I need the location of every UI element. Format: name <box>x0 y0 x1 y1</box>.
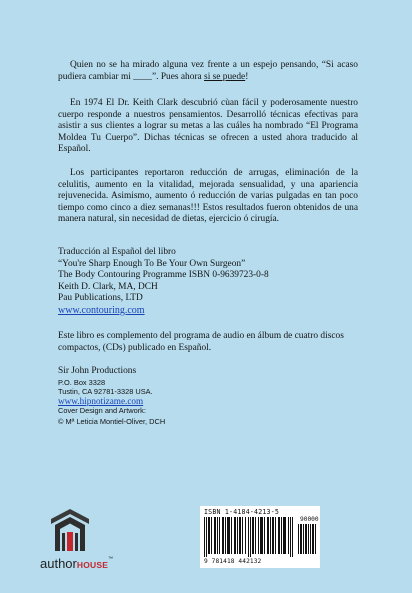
publisher-name: Pau Publications, LTD <box>58 293 143 304</box>
authorhouse-wordmark <box>40 556 113 571</box>
isbn-barcode <box>200 506 320 568</box>
addon-bars-icon <box>298 524 318 554</box>
publisher-box: P.O. Box 3328 <box>58 377 106 387</box>
translation-line: Traducción al Español del libro <box>58 247 176 257</box>
house-emblem-icon <box>50 508 90 552</box>
isbn-number: ISBN 1-4184-4213-5 <box>204 508 280 516</box>
design-label: Cover Design and Artwork: <box>58 406 146 416</box>
ean-digits: 9 781418 442132 <box>204 558 262 565</box>
publisher-title: Sir John Productions <box>58 366 137 376</box>
results-paragraph: Los participantes reportaron reducción de arrugas, eliminación de la celulitis, aumento en la vitalidad, mejorada sensualidad, y una apariencia rejuvenecida. Asimismo, aumento ó reducción de varias pulgadas en tan poco tiempo como cinco a diez semanas!!! Estos resultados fueron obtenidos de una manera natural, sin necesidad de dietas, ejercicio ó cirugía. <box>58 168 358 225</box>
price-addon: 90000 <box>300 516 319 523</box>
contouring-link[interactable]: www.contouring.com <box>58 304 145 316</box>
publisher-city: Tustin, CA 92781-3328 USA. <box>58 386 153 396</box>
intro-paragraph <box>58 60 358 83</box>
hipnotizame-link[interactable]: www.hipnotizame.com <box>58 396 144 406</box>
original-isbn: The Body Contouring Programme ISBN 0-9639723-0-8 <box>58 270 269 281</box>
authorhouse-logo <box>40 506 120 576</box>
author-name: Keith D. Clark, MA, DCH <box>58 281 158 292</box>
original-title: “You're Sharp Enough To Be Your Own Surgeon” <box>58 258 246 269</box>
logo-author: author <box>40 556 77 571</box>
history-paragraph: En 1974 El Dr. Keith Clark descubrió cùan fácil y poderosamente nuestro cuerpo responde a nuestros pensamientos. Desarrolló técnicas efectivas para asistir a sus clientes a lograr su metas a las cuáles ha nombrado “El Programa Moldea Tu Cuerpo”. Dichas técnicas se ofrecen a usted ahora traducido al Español. <box>58 98 358 155</box>
intro-end: ! <box>245 71 249 82</box>
intro-emphasis: si se puede <box>204 71 246 82</box>
logo-house: HOUSE <box>76 560 109 570</box>
intro-text: Quien no se ha mirado alguna vez frente a un espejo pensando, “Si acaso pudiera cambiar mi ____”. Pues ahora <box>58 60 358 82</box>
barcode-bars-icon <box>204 517 296 557</box>
publisher-block <box>58 366 358 426</box>
logo-trademark: ™ <box>108 556 114 562</box>
complement-paragraph: Este libro es complemento del programa de audio en álbum de cuatro discos compactos, (CDs) publicado en Español. <box>58 331 344 353</box>
designer-credit: © Mª Leticia Montiel-Oliver, DCH <box>58 416 166 426</box>
translation-credits <box>58 247 358 317</box>
